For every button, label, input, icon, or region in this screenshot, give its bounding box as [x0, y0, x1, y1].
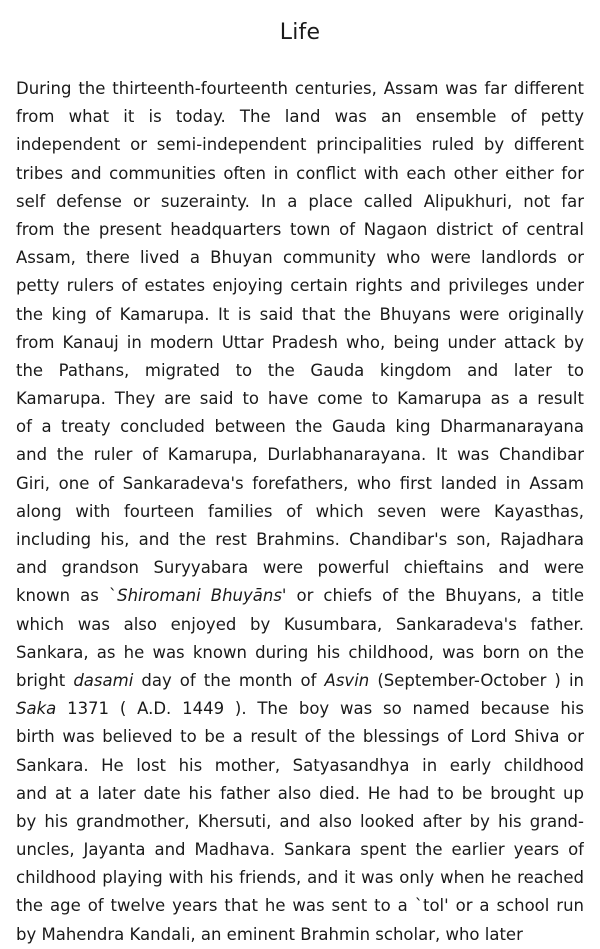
text-line: [16, 752, 584, 780]
text-segment: petty rulers of estates enjoying certain rights and privileges under: [16, 276, 584, 296]
text-line: [16, 385, 584, 413]
text-segment: Giri, one of Sankaradeva's forefathers, who first landed in Assam: [16, 473, 584, 493]
text-segment: uncles, Jayanta and Madhava. Sankara spent the earlier years of: [16, 840, 584, 860]
italic-term: dasami: [73, 670, 134, 690]
text-segment: and grandson Suryyabara were powerful chieftains and were: [16, 558, 584, 578]
text-segment: birth was believed to be a result of the blessings of Lord Shiva or: [16, 727, 584, 747]
text-line: [16, 723, 584, 751]
text-line: [16, 216, 584, 244]
text-segment: childhood playing with his friends, and it was only when he reached: [16, 868, 584, 888]
text-segment: bright: [16, 670, 74, 690]
text-segment: the king of Kamarupa. It is said that the Bhuyans were originally: [16, 304, 584, 324]
text-segment: which was also enjoyed by Kusumbara, Sankaradeva's father.: [16, 614, 584, 634]
text-line: [16, 160, 584, 188]
text-segment: from Kanauj in modern Uttar Pradesh who, being under attack by: [16, 332, 584, 352]
text-segment: day of the month of: [133, 670, 325, 690]
text-line: [16, 864, 584, 892]
text-line: [16, 526, 584, 554]
text-line: [16, 611, 584, 639]
text-line: [16, 667, 584, 695]
text-segment: and at a later date his father also died. He had to be brought up: [16, 783, 584, 803]
text-segment: Sankara. He lost his mother, Satyasandhya in early childhood: [16, 755, 584, 775]
text-segment: of a treaty concluded between the Gauda king Dharmanarayana: [16, 417, 584, 437]
text-segment: from the present headquarters town of Nagaon district of central: [16, 219, 584, 239]
text-line: [16, 413, 584, 441]
text-line: [16, 892, 584, 920]
text-line: [16, 103, 584, 131]
text-segment: from what it is today. The land was an ensemble of petty: [16, 107, 584, 127]
text-segment: by his grandmother, Khersuti, and also looked after by his grand-: [16, 811, 584, 831]
text-segment: tribes and communities often in conflict with each other either for: [16, 163, 584, 183]
text-line: [16, 272, 584, 300]
text-segment: Assam, there lived a Bhuyan community who were landlords or: [16, 248, 584, 268]
text-line: [16, 639, 584, 667]
text-line: [16, 780, 584, 808]
text-segment: self defense or suzerainty. In a place called Alipukhuri, not far: [16, 191, 584, 211]
text-segment: ' or chiefs of the Bhuyans, a title: [281, 586, 584, 606]
text-line: [16, 441, 584, 469]
text-line: [16, 695, 584, 723]
text-segment: (September-October ) in: [369, 670, 584, 690]
text-line: [16, 554, 584, 582]
text-segment: along with fourteen families of which seven were Kayasthas,: [16, 501, 584, 521]
text-line: [16, 808, 584, 836]
text-line: [16, 357, 584, 385]
text-segment: known as `: [16, 586, 118, 606]
text-segment: 1371 ( A.D. 1449 ). The boy was so named because his: [56, 699, 584, 719]
text-line: [16, 131, 584, 159]
text-segment: Kamarupa. They are said to have come to Kamarupa as a result: [16, 389, 584, 409]
text-segment: Sankara, as he was known during his childhood, was born on the: [16, 642, 584, 662]
page-title: Life: [279, 20, 321, 45]
text-segment: including his, and the rest Brahmins. Chandibar's son, Rajadhara: [16, 530, 584, 549]
text-line: [16, 329, 584, 357]
text-line: [16, 836, 584, 864]
text-line: [16, 75, 584, 103]
text-line: [16, 921, 584, 949]
text-segment: and the ruler of Kamarupa, Durlabhanarayana. It was Chandibar: [16, 445, 584, 465]
text-segment: the age of twelve years that he was sent to a `tol' or a school run: [16, 896, 584, 916]
body-paragraph: [16, 75, 584, 949]
italic-term: Asvin: [324, 670, 370, 690]
text-line: [16, 188, 584, 216]
text-line: [16, 244, 584, 272]
text-segment: the Pathans, migrated to the Gauda kingdom and later to: [16, 360, 584, 380]
text-line: [16, 301, 584, 329]
text-segment: by Mahendra Kandali, an eminent Brahmin scholar, who later: [16, 924, 523, 944]
italic-term: Saka: [16, 699, 57, 719]
text-line: [16, 582, 584, 610]
italic-term: Shiromani Bhuyāns: [117, 586, 282, 606]
text-segment: independent or semi-independent principalities ruled by different: [16, 135, 584, 155]
text-segment: During the thirteenth-fourteenth centuries, Assam was far different: [16, 79, 584, 98]
text-line: [16, 470, 584, 498]
text-line: [16, 498, 584, 526]
